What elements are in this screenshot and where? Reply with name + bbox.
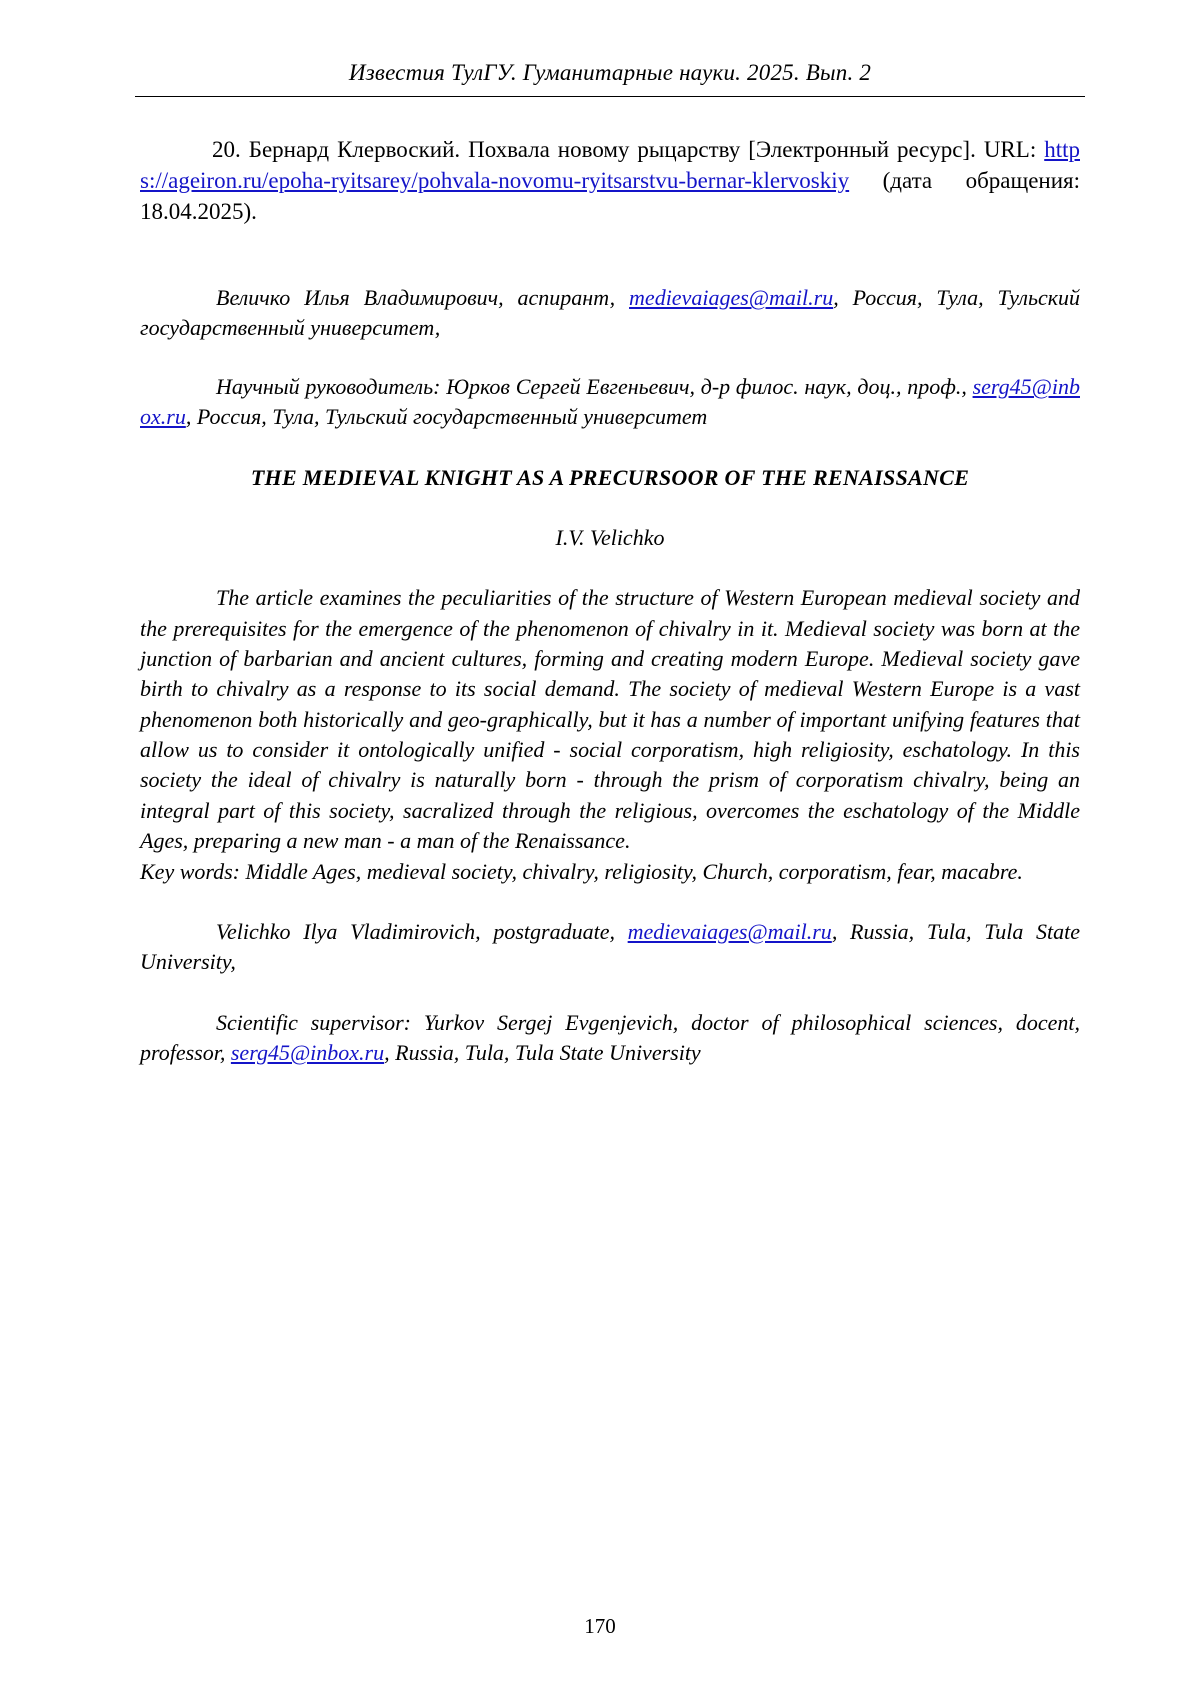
author-ru-prefix: Величко Илья Владимирович, аспирант, <box>216 285 630 311</box>
header-divider <box>135 96 1085 97</box>
author-ru-block <box>140 283 1080 342</box>
supervisor-en-prefix: Scientific supervisor: Yurkov Sergej Evgenjevich, doctor of philosophical sciences, docent, professor, <box>140 1009 1080 1065</box>
supervisor-ru-suffix: , Россия, Тула, Тульский государственный университет <box>185 403 708 429</box>
supervisor-en-block <box>140 1008 1080 1069</box>
reference-entry <box>140 135 1080 227</box>
author-en-email-link[interactable]: medievaiages@mail.ru <box>627 918 832 944</box>
english-title: THE MEDIEVAL KNIGHT AS A PRECURSOOR OF THE RENAISSANCE <box>250 465 970 491</box>
english-author: I.V. Velichko <box>555 525 665 551</box>
author-en-prefix: Velichko Ilya Vladimirovich, postgraduate, <box>216 918 628 944</box>
english-abstract <box>140 583 1080 856</box>
supervisor-ru-block <box>140 372 1080 431</box>
spacer <box>140 227 1080 283</box>
reference-access-note: (дата обращения: 18.04.2025). <box>140 167 1080 224</box>
author-en-block <box>140 917 1080 978</box>
author-en-suffix: , Russia, Tula, Tula State University, <box>140 918 1081 975</box>
author-ru-email-link[interactable]: medievaiages@mail.ru <box>629 285 834 311</box>
english-keywords: Key words: Middle Ages, medieval society, chivalry, religiosity, Church, corporatism, fear, macabre. <box>140 858 1023 884</box>
supervisor-ru-prefix: Научный руководитель: Юрков Сергей Евгеньевич, д-р филос. наук, доц., проф., <box>216 374 973 400</box>
spacer <box>140 342 1080 372</box>
reference-url-link[interactable]: https://ageiron.ru/epoha-ryitsarey/pohvala-novomu-ryitsarstvu-bernar-klervoskiy <box>140 137 1080 193</box>
supervisor-en-suffix: , Russia, Tula, Tula State University <box>384 1039 701 1065</box>
page-number: 170 <box>584 1614 616 1638</box>
abstract-text: The article examines the peculiarities of the structure of Western European medieval society and the prerequisites for the emergence of the phenomenon of chivalry in it. Medieval society was born at the junction of barbarian and ancient cultures, forming and creating modern Europe. Medieval society gave birth to chivalry as a response to its social demand. The society of medieval Western Europe is a vast phenomenon both historically and geo-graphically, but it has a number of important unifying features that allow us to consider it ontologically unified - social corporatism, high religiosity, eschatology. In this society the ideal of chivalry is naturally born - through the prism of corporatism chivalry, being an integral part of this society, sacralized through the religious, overcomes the eschatology of the Middle Ages, preparing a new man - a man of the Renaissance. <box>140 585 1080 854</box>
reference-text: 20. Бернард Клервоский. Похвала новому рыцарству [Электронный ресурс]. URL: <box>212 137 1045 162</box>
author-ru-suffix: , Россия, Тула, Тульский государственный университет, <box>140 285 1081 340</box>
supervisor-en-email-link[interactable]: serg45@inbox.ru <box>230 1039 385 1065</box>
running-head: Известия ТулГУ. Гуманитарные науки. 2025. Вып. 2 <box>348 60 872 85</box>
spacer <box>140 978 1080 1008</box>
supervisor-ru-email-link[interactable]: serg45@inbox.ru <box>140 374 1080 429</box>
